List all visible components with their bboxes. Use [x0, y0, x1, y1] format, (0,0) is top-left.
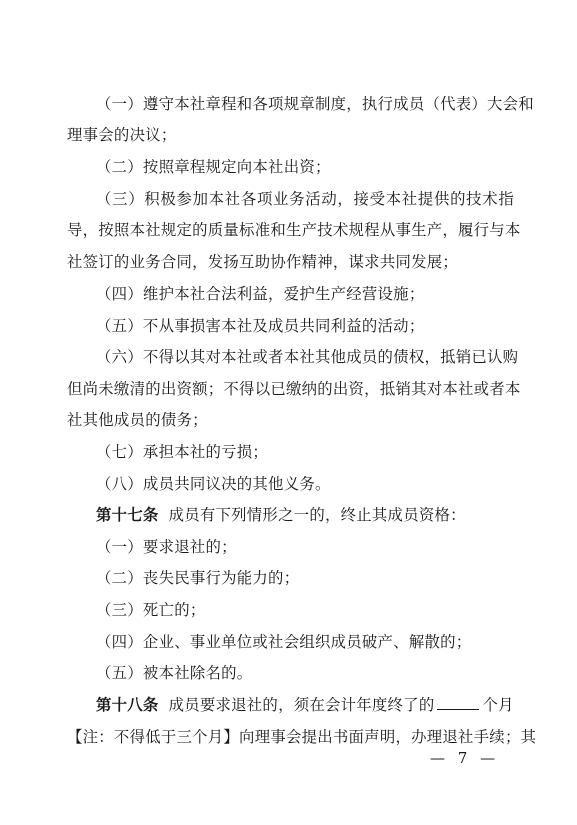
obligation-1-line-2: 理事会的决议； [67, 126, 177, 144]
article-17-item-1: （一）要求退社的； [96, 538, 237, 556]
obligation-6-line-1: （六）不得以其对本社或者本社其他成员的债权，抵销已认购 [96, 348, 519, 366]
fill-in-blank[interactable] [437, 695, 479, 710]
obligation-1-line-1: （一）遵守本社章程和各项规章制度，执行成员（代表）大会和 [96, 95, 534, 113]
article-17-item-5: （五）被本社除名的。 [96, 664, 253, 682]
article-17-item-2: （二）丧失民事行为能力的； [96, 569, 300, 587]
obligation-4: （四）维护本社合法利益，爱护生产经营设施； [96, 285, 425, 303]
article-17-item-3: （三）死亡的； [96, 601, 206, 619]
obligation-3-line-1: （三）积极参加本社各项业务活动，接受本社提供的技术指 [96, 190, 514, 208]
article-17-title: 第十七条 [96, 506, 159, 524]
page-number: — 7 — [430, 749, 500, 767]
article-18-text-after-blank: 个月 [482, 696, 514, 714]
article-17-text: 成员有下列情形之一的，终止其成员资格： [168, 506, 466, 524]
obligation-3-line-2: 导，按照本社规定的质量标准和生产技术规程从事生产，履行与本 [67, 221, 521, 239]
article-17-heading [96, 505, 577, 525]
article-18-text-before-blank: 成员要求退社的，须在会计年度终了的 [168, 696, 435, 714]
obligation-2: （二）按照章程规定向本社出资； [96, 158, 331, 176]
obligation-8: （八）成员共同议决的其他义务。 [96, 475, 331, 493]
article-18-line-2: 【注：不得低于三个月】向理事会提出书面声明，办理退社手续；其 [67, 728, 537, 746]
obligation-3-line-3: 社签订的业务合同，发扬互助协作精神，谋求共同发展； [67, 253, 459, 271]
article-18-heading [96, 695, 577, 715]
article-18-title: 第十八条 [96, 696, 159, 714]
obligation-7: （七）承担本社的亏损； [96, 443, 269, 461]
article-17-item-4: （四）企业、事业单位或社会组织成员破产、解散的； [96, 633, 472, 651]
obligation-6-line-3: 社其他成员的债务； [67, 411, 208, 429]
obligation-6-line-2: 但尚未缴清的出资额；不得以已缴纳的出资，抵销其对本社或者本 [67, 380, 521, 398]
obligation-5: （五）不从事损害本社及成员共同利益的活动； [96, 317, 425, 335]
